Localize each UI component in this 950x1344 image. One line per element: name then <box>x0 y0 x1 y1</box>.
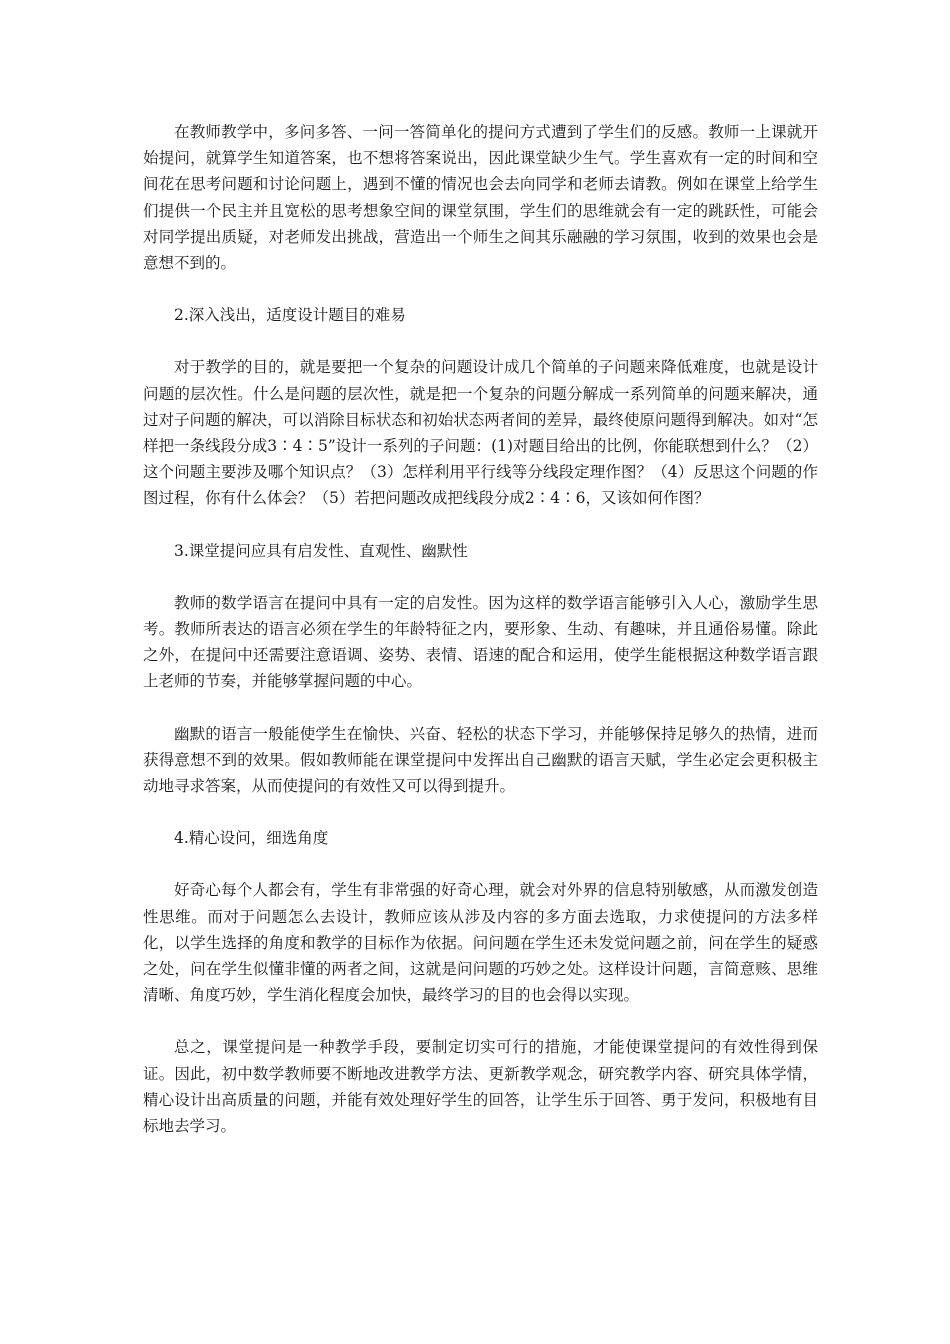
section-heading-2: 2.深入浅出，适度设计题目的难易 <box>174 306 406 325</box>
section-heading-3: 3.课堂提问应具有启发性、直观性、幽默性 <box>174 541 468 560</box>
document-page <box>143 119 818 1165</box>
paragraph-conclusion: 总之，课堂提问是一种教学手段，要制定切实可行的措施，才能使课堂提问的有效性得到保证。因此，初中数学教师要不断地改进教学方法、更新教学观念，研究教学内容、研究具体学情，精心设计出高质量的问题，并能有效处理好学生的回答，让学生乐于回答、勇于发问，积极地有目标地去学习。 <box>143 1038 818 1136</box>
section-heading-4: 4.精心设问，细选角度 <box>174 829 329 848</box>
paragraph-inspiring: 教师的数学语言在提问中具有一定的启发性。因为这样的数学语言能够引入人心，激励学生思考。教师所表达的语言必须在学生的年龄特征之内，要形象、生动、有趣味，并且通俗易懂。除此之外，在提问中还需要注意语调、姿势、表情、语速的配合和运用，使学生能根据这种数学语言跟上老师的节奏，并能够掌握问题的中心。 <box>143 593 818 691</box>
paragraph-intro: 在教师教学中，多问多答、一问一答简单化的提问方式遭到了学生们的反感。教师一上课就开始提问，就算学生知道答案，也不想将答案说出，因此课堂缺少生气。学生喜欢有一定的时间和空间花在思考问题和讨论问题上，遇到不懂的情况也会去向同学和老师去请教。例如在课堂上给学生们提供一个民主并且宽松的思考想象空间的课堂氛围，学生们的思维就会有一定的跳跃性，可能会对同学提出质疑，对老师发出挑战，营造出一个师生之间其乐融融的学习氛围，收到的效果也会是意想不到的。 <box>143 123 818 273</box>
paragraph-difficulty: 对于教学的目的，就是要把一个复杂的问题设计成几个简单的子问题来降低难度，也就是设计问题的层次性。什么是问题的层次性，就是把一个复杂的问题分解成一系列简单的问题来解决，通过对子问题的解决，可以消除目标状态和初始状态两者间的差异，最终使原问题得到解决。如对“怎样把一条线段分成3∶4∶5”设计一系列的子问题：(1)对题目给出的比例，你能联想到什么？（2）这个问题主要涉及哪个知识点？（3）怎样利用平行线等分线段定理作图？（4）反思这个问题的作图过程，你有什么体会？（5）若把问题改成把线段分成2∶4∶6，又该如何作图？ <box>143 358 818 508</box>
paragraph-humor: 幽默的语言一般能使学生在愉快、兴奋、轻松的状态下学习，并能够保持足够久的热情，进而获得意想不到的效果。假如教师能在课堂提问中发挥出自己幽默的语言天赋，学生必定会更积极主动地寻求答案，从而使提问的有效性又可以得到提升。 <box>143 724 818 796</box>
paragraph-curiosity: 好奇心每个人都会有，学生有非常强的好奇心理，就会对外界的信息特别敏感，从而激发创造性思维。而对于问题怎么去设计，教师应该从涉及内容的多方面去选取，力求使提问的方法多样化，以学生选择的角度和教学的目标作为依据。问问题在学生还未发觉问题之前，问在学生的疑惑之处，问在学生似懂非懂的两者之间，这就是问问题的巧妙之处。这样设计问题，言简意赅、思维清晰、角度巧妙，学生消化程度会加快，最终学习的目的也会得以实现。 <box>143 881 818 1005</box>
